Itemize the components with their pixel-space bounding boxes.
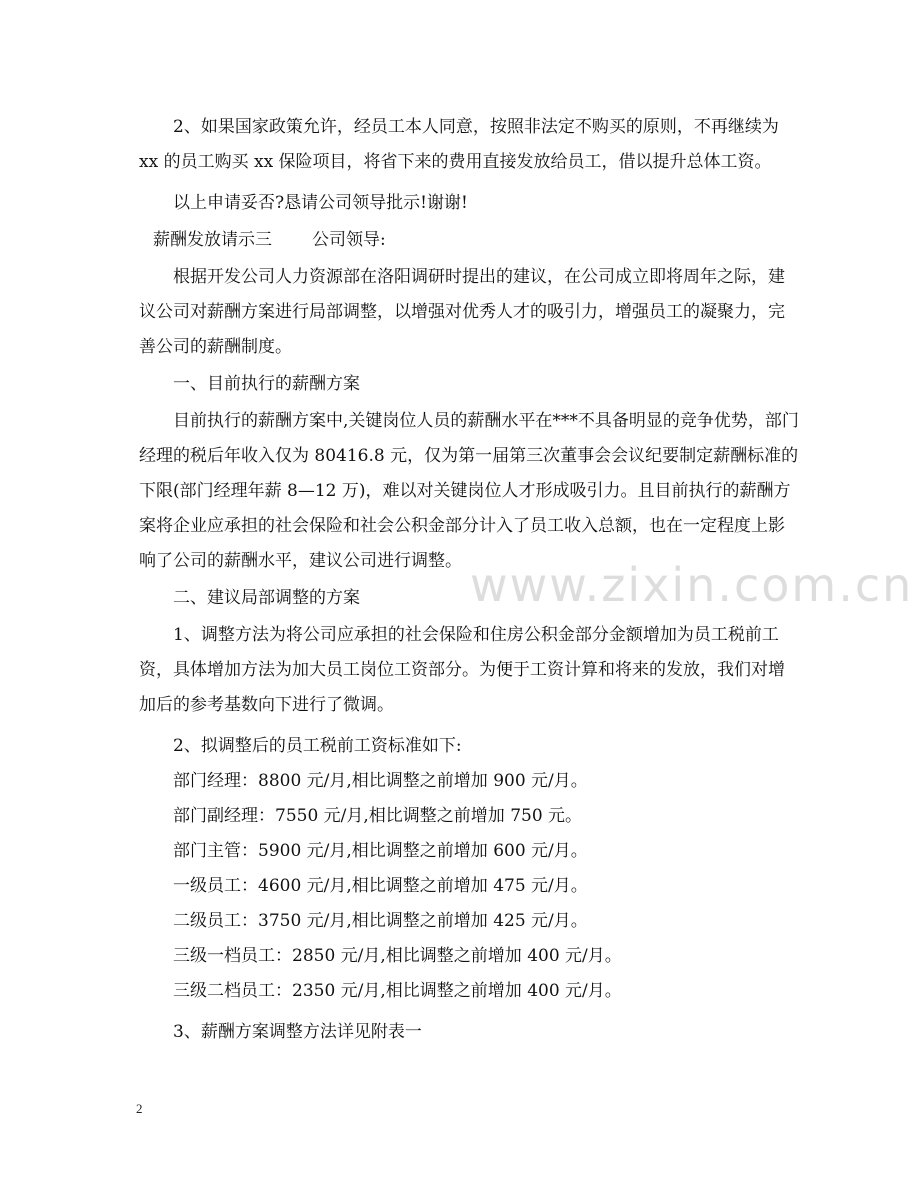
salary-item-dept-manager: 部门经理：8800 元/月,相比调整之前增加 900 元/月。 (173, 771, 588, 791)
salary-item-level3-tier1: 三级一档员工：2850 元/月,相比调整之前增加 400 元/月。 (173, 946, 622, 966)
section-heading-line (139, 223, 799, 258)
salary-item-supervisor: 部门主管：5900 元/月,相比调整之前增加 600 元/月。 (173, 841, 588, 861)
salutation: 公司领导: (312, 230, 386, 250)
paragraph-request-closing: 以上申请妥否?恳请公司领导批示!谢谢! (173, 193, 468, 213)
salary-item-level3-tier2: 三级二档员工：2350 元/月,相比调整之前增加 400 元/月。 (173, 981, 622, 1001)
paragraph-intro: 根据开发公司人力资源部在洛阳调研时提出的建议，在公司成立即将周年之际，建议公司对薪酬方案进行局部调整，以增强对优秀人才的吸引力，增强员工的凝聚力，完善公司的薪酬制度。 (139, 267, 785, 357)
section-title: 薪酬发放请示三 (153, 230, 272, 250)
paragraph-policy-item: 2、如果国家政策允许，经员工本人同意，按照非法定不购买的原则，不再继续为 xx 的员工购买 xx 保险项目，将省下来的费用直接发放给员工，借以提升总体工资。 (139, 117, 779, 172)
paragraph-adjustment-method: 1、调整方法为将公司应承担的社会保险和住房公积金部分金额增加为员工税前工资，具体增加方法为加大员工岗位工资部分。为便于工资计算和将来的发放，我们对增加后的参考基数向下进行了微调。 (139, 625, 785, 715)
salary-item-level2: 二级员工：3750 元/月,相比调整之前增加 425 元/月。 (173, 911, 588, 931)
paragraph-current-plan: 目前执行的薪酬方案中,关键岗位人员的薪酬水平在***不具备明显的竞争优势，部门经理的税后年收入仅为 80416.8 元，仅为第一届第三次董事会会议纪要制定薪酬标准的下限(部门经理年薪 8—12 万)，难以对关键岗位人才形成吸引力。且目前执行的薪酬方案将企业应承担的社会保险和社会公积金部分计入了员工收入总额，也在一定程度上影响了公司的薪酬水平，建议公司进行调整。 (139, 411, 799, 571)
salary-list (139, 764, 799, 1009)
salary-item-deputy-manager: 部门副经理：7550 元/月,相比调整之前增加 750 元。 (173, 806, 583, 826)
paragraph-salary-standard-intro: 2、拟调整后的员工税前工资标准如下: (173, 736, 462, 756)
page-number: 2 (136, 1101, 143, 1116)
paragraph-appendix-note: 3、薪酬方案调整方法详见附表一 (173, 1022, 422, 1042)
watermark-text: www.zixin.com.cn (470, 558, 914, 612)
heading-current-plan: 一、目前执行的薪酬方案 (173, 374, 360, 394)
heading-adjustment-plan: 二、建议局部调整的方案 (173, 588, 360, 608)
salary-item-level1: 一级员工：4600 元/月,相比调整之前增加 475 元/月。 (173, 876, 588, 896)
document-body (139, 110, 799, 1050)
